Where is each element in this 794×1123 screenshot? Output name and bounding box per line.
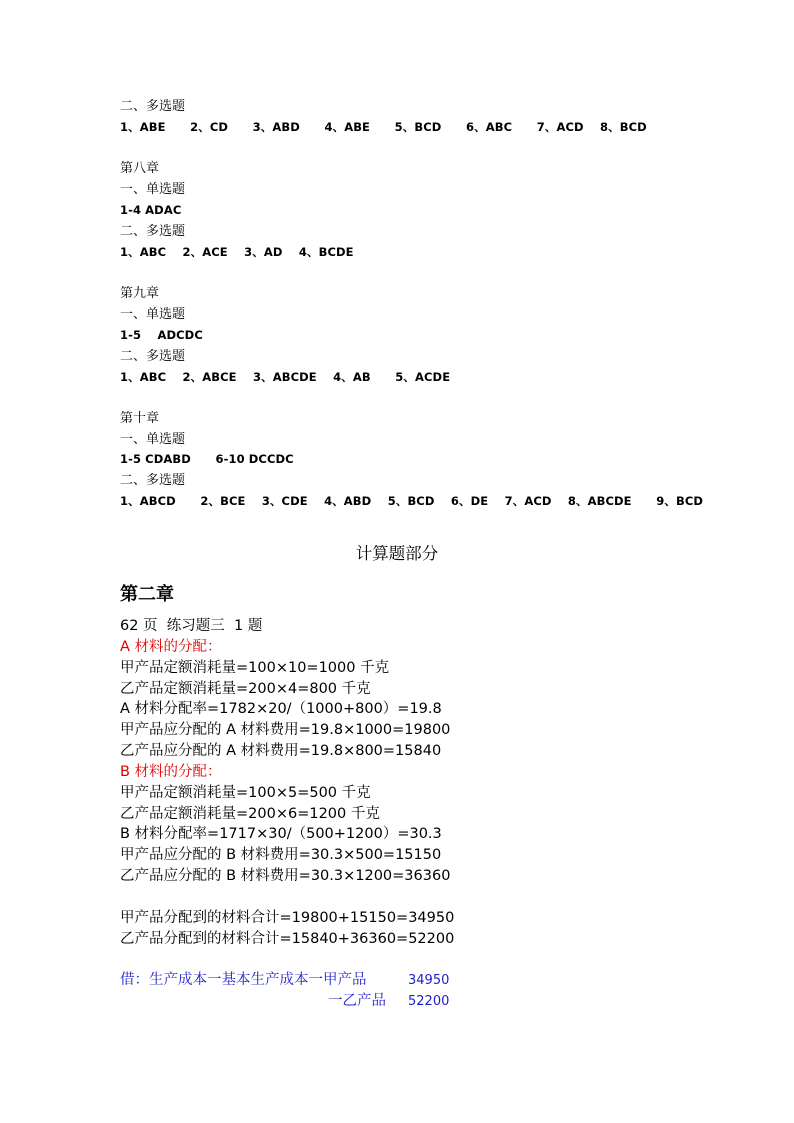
journal-entry-account-2: 一乙产品 [328,993,386,1009]
a-line-3: A 材料分配率=1782×20/（1000+800）=19.8 [120,701,442,717]
b-line-5: 乙产品应分配的 B 材料费用=30.3×1200=36360 [120,868,451,884]
total-line-2: 乙产品分配到的材料合计=15840+36360=52200 [120,931,455,947]
ch7-multi-answers: 1、ABE 2、CD 3、ABD 4、ABE 5、BCD 6、ABC 7、ACD 8、BCD [120,120,647,134]
ch8-single-answers: 1-4 ADAC [120,203,182,217]
a-line-5: 乙产品应分配的 A 材料费用=19.8×800=15840 [120,743,442,759]
ch10-single-answers: 1-5 CDABD 6-10 DCCDC [120,452,294,466]
ch9-multi-heading: 二、多选题 [120,349,186,364]
ch9-single-heading: 一、单选题 [120,307,186,322]
exercise-ref: 62 页 练习题三 1 题 [120,618,263,634]
b-line-2: 乙产品定额消耗量=200×6=1200 千克 [120,806,380,822]
total-line-1: 甲产品分配到的材料合计=19800+15150=34950 [120,910,455,926]
a-line-4: 甲产品应分配的 A 材料费用=19.8×1000=19800 [120,722,451,738]
journal-entry-account-1: 借：生产成本一基本生产成本一甲产品 [120,972,367,988]
b-line-1: 甲产品定额消耗量=100×5=500 千克 [120,785,371,801]
ch8-multi-heading: 二、多选题 [120,224,186,239]
journal-entry-amount-2: 52200 [408,994,450,1009]
b-line-3: B 材料分配率=1717×30/（500+1200）=30.3 [120,826,442,842]
a-material-heading: A 材料的分配： [120,639,222,655]
b-material-heading: B 材料的分配： [120,764,222,780]
ch10-single-heading: 一、单选题 [120,432,186,447]
a-line-2: 乙产品定额消耗量=200×4=800 千克 [120,681,371,697]
ch10-multi-heading: 二、多选题 [120,473,186,488]
ch10-multi-answers: 1、ABCD 2、BCE 3、CDE 4、ABD 5、BCD 6、DE 7、ACD 8、ABCDE 9、BCD [120,494,704,508]
ch8-title: 第八章 [120,161,160,176]
section-title: 计算题部分 [355,544,439,563]
chapter-title: 第二章 [120,584,174,605]
ch10-title: 第十章 [120,411,160,426]
ch9-multi-answers: 1、ABC 2、ABCE 3、ABCDE 4、AB 5、ACDE [120,370,451,384]
ch8-multi-answers: 1、ABC 2、ACE 3、AD 4、BCDE [120,245,354,259]
b-line-4: 甲产品应分配的 B 材料费用=30.3×500=15150 [120,847,442,863]
ch7-multi-heading: 二、多选题 [120,99,186,114]
journal-entry-amount-1: 34950 [408,973,450,988]
ch9-single-answers: 1-5 ADCDC [120,328,203,342]
ch8-single-heading: 一、单选题 [120,182,186,197]
a-line-1: 甲产品定额消耗量=100×10=1000 千克 [120,660,390,676]
ch9-title: 第九章 [120,286,160,301]
